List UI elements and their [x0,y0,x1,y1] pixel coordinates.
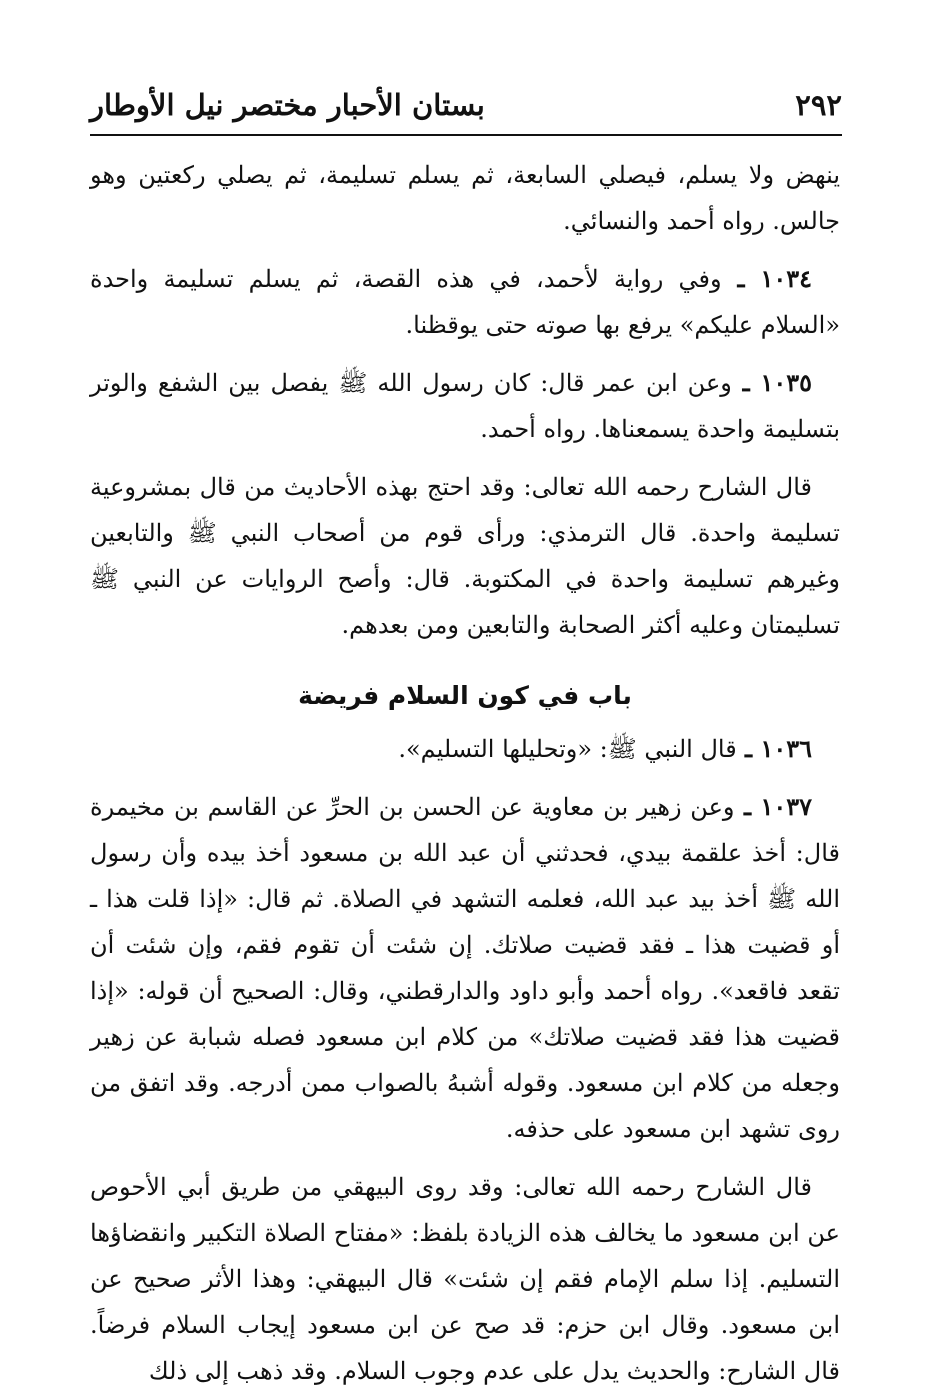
hadith-1035 [90,360,840,452]
commentary-paragraph [90,464,840,648]
paragraph-text: وعن ابن عمر قال: كان رسول الله ﷺ يفصل بين الشفع والوتر بتسليمة واحدة يسمعناها. رواه أحمد. [90,369,840,443]
commentary-paragraph [90,1164,840,1394]
page-number: ٢٩٢ [795,88,842,122]
paragraph-text: قال النبي ﷺ: «وتحليلها التسليم». [398,735,737,763]
hadith-number: ١٠٣٦ ـ [736,734,812,763]
hadith-1034 [90,256,840,348]
section-heading: باب في كون السلام فريضة [298,681,632,710]
hadith-number: ١٠٣٤ ـ [721,264,812,293]
hadith-1037 [90,784,840,1152]
paragraph-text: قال الشارح رحمه الله تعالى: وقد احتج بهذه الأحاديث من قال بمشروعية تسليمة واحدة. قال الترمذي: ورأى قوم من أصحاب النبي ﷺ والتابعين وغيرهم تسليمة واحدة في المكتوبة. قال: وأصح الروايات عن النبي ﷺ تسليمتان وعليه أكثر الصحابة والتابعين ومن بعدهم. [90,473,840,639]
book-title: بستان الأحبار مختصر نيل الأوطار [90,88,485,122]
paragraph-text: ينهض ولا يسلم، فيصلي السابعة، ثم يسلم تسليمة، ثم يصلي ركعتين وهو جالس. رواه أحمد والنسائي. [90,161,840,235]
paragraph-text: وعن زهير بن معاوية عن الحسن بن الحرِّ عن القاسم بن مخيمرة قال: أخذ علقمة بيدي، فحدثني أن عبد الله بن مسعود أخذ بيده وأن رسول الله ﷺ أخذ بيد عبد الله، فعلمه التشهد في الصلاة. ثم قال: «إذا قلت هذا ـ أو قضيت هذا ـ فقد قضيت صلاتك. إن شئت أن تقوم فقم، وإن شئت أن تقعد فاقعد». رواه أحمد وأبو داود والدارقطني، وقال: الصحيح أن قوله: «إذا قضيت هذا فقد قضيت صلاتك» من كلام ابن مسعود فصله شبابة عن زهير وجعله من كلام ابن مسعود. وقوله أشبهُ بالصواب ممن أدرجه. وقد اتفق من روى تشهد ابن مسعود على حذفه. [90,793,840,1143]
hadith-1036 [90,726,840,772]
page-body [90,152,840,1385]
running-header [90,82,842,128]
paragraph-continuation [90,152,840,244]
hadith-number: ١٠٣٥ ـ [731,368,813,397]
hadith-number: ١٠٣٧ ـ [734,792,813,821]
paragraph-text: قال الشارح رحمه الله تعالى: وقد روى البيهقي من طريق أبي الأحوص عن ابن مسعود ما يخالف هذه الزيادة بلفظ: «مفتاح الصلاة التكبير وانقضاؤها التسليم. إذا سلم الإمام فقم إن شئت» قال البيهقي: وهذا الأثر صحيح عن ابن مسعود. وقال ابن حزم: قد صح عن ابن مسعود إيجاب السلام فرضاً. قال الشارح: والحديث يدل على عدم وجوب السلام. وقد ذهب إلى ذلك [90,1173,840,1385]
paragraph-text: وفي رواية لأحمد، في هذه القصة، ثم يسلم تسليمة واحدة «السلام عليكم» يرفع بها صوته حتى يوقظنا. [90,265,840,339]
header-divider [90,134,842,136]
